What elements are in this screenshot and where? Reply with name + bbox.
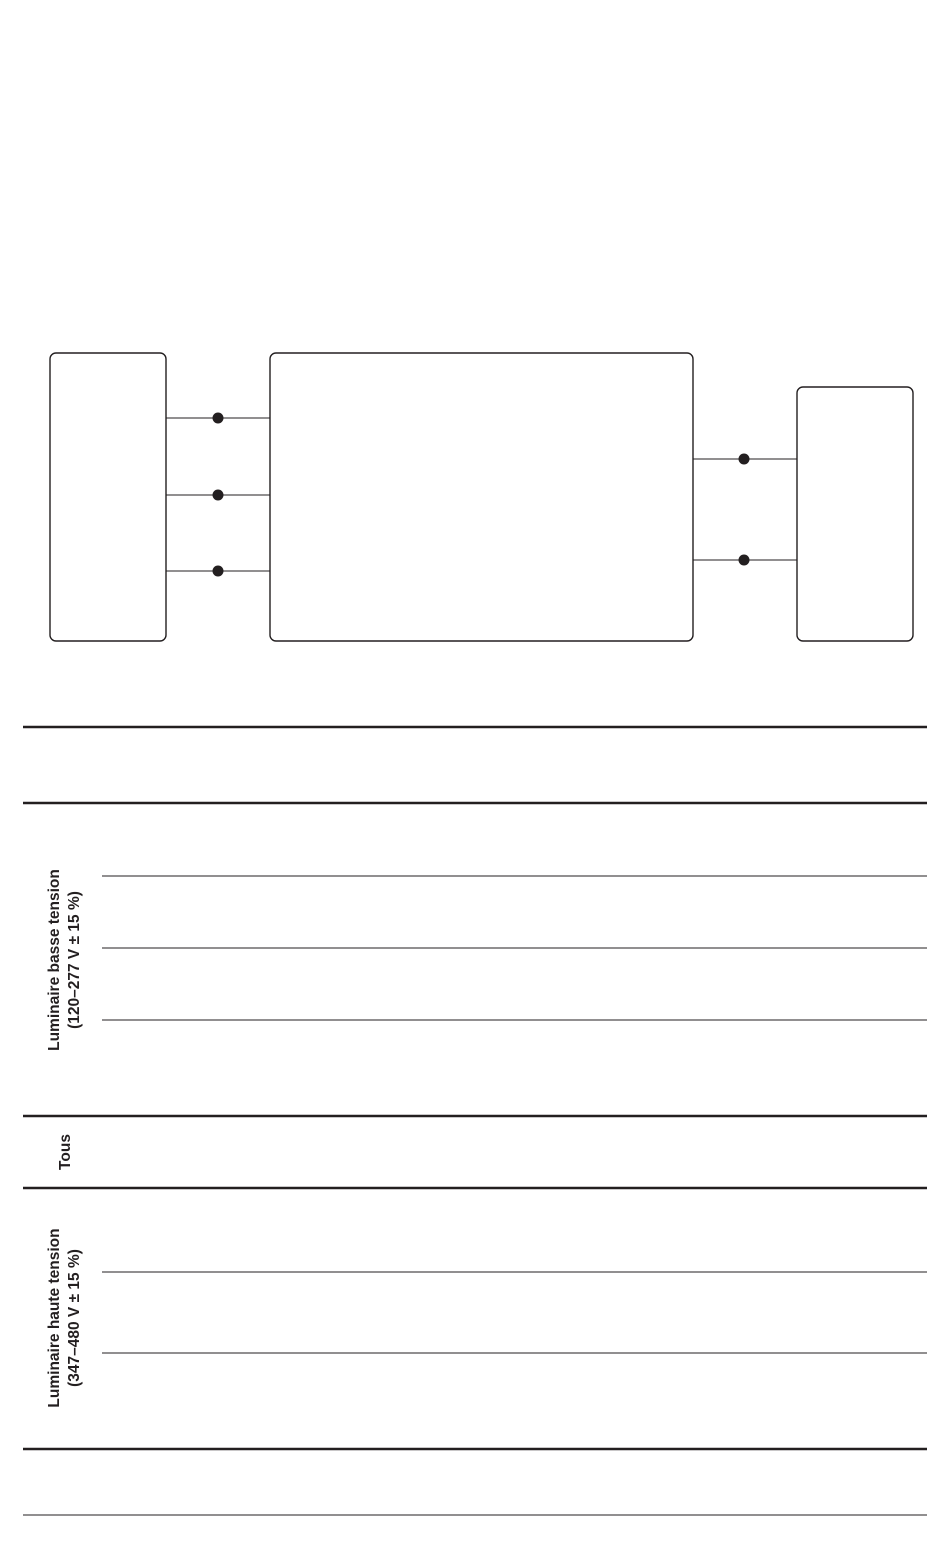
center-block <box>270 353 693 641</box>
high-voltage-label-line2: (347–480 V ± 15 %) <box>66 1249 83 1387</box>
wire-connector-dot <box>739 555 750 566</box>
wire-connector-dot <box>213 413 224 424</box>
low-voltage-label-line1: Luminaire basse tension <box>46 869 63 1051</box>
spec-table <box>23 727 927 1515</box>
right-block <box>797 387 913 641</box>
high-voltage-label-line1: Luminaire haute tension <box>46 1228 63 1408</box>
center-right-wires <box>693 454 797 566</box>
left-center-wires <box>166 413 270 577</box>
wiring-diagram <box>50 353 913 641</box>
low-voltage-label <box>46 869 83 1051</box>
all-label <box>57 1134 74 1170</box>
left-block <box>50 353 166 641</box>
wire-connector-dot <box>213 566 224 577</box>
low-voltage-label-line2: (120–277 V ± 15 %) <box>66 891 83 1029</box>
wire-connector-dot <box>213 490 224 501</box>
all-label-text: Tous <box>57 1134 74 1170</box>
wire-connector-dot <box>739 454 750 465</box>
high-voltage-label <box>46 1228 83 1407</box>
